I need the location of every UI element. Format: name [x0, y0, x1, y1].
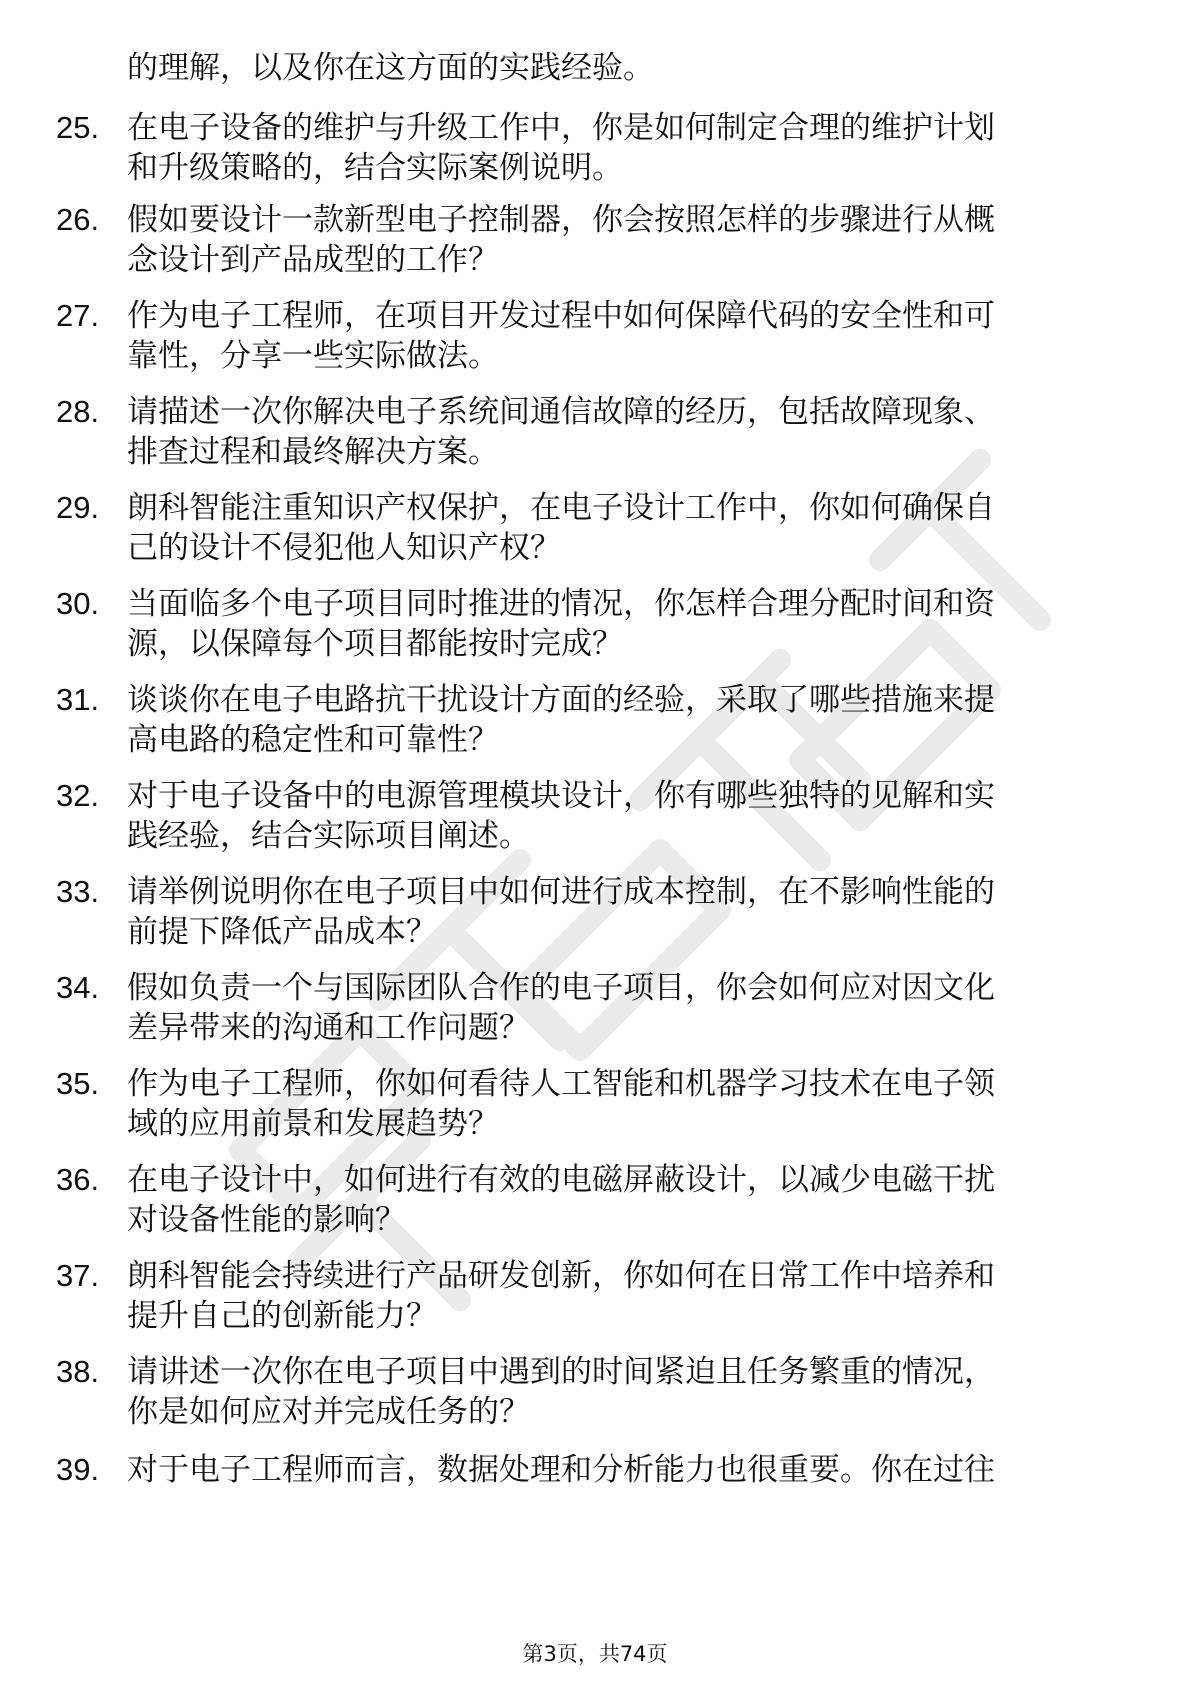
question-text-line1: 请举例说明你在电子项目中如何进行成本控制，在不影响性能的	[127, 874, 995, 910]
question-number: 26.	[56, 202, 100, 237]
question-number: 29.	[56, 490, 100, 525]
question-number: 30.	[56, 586, 100, 621]
question-text-line2: 源，以保障每个项目都能按时完成？	[127, 626, 623, 662]
question-text-line1: 请讲述一次你在电子项目中遇到的时间紧迫且任务繁重的情况，	[127, 1354, 995, 1390]
question-text-line1: 谈谈你在电子电路抗干扰设计方面的经验，采取了哪些措施来提	[127, 682, 995, 718]
question-text-line2: 己的设计不侵犯他人知识产权？	[127, 530, 561, 566]
question-text-line2: 和升级策略的，结合实际案例说明。	[127, 150, 623, 186]
question-text-line2: 对设备性能的影响？	[127, 1202, 406, 1238]
question-number: 39.	[56, 1452, 100, 1487]
question-number: 25.	[56, 110, 100, 145]
continuation-line: 的理解，以及你在这方面的实践经验。	[127, 50, 654, 86]
question-number: 32.	[56, 778, 100, 813]
question-text-line2: 排查过程和最终解决方案。	[127, 434, 499, 470]
question-text-line2: 念设计到产品成型的工作？	[127, 242, 499, 278]
question-number: 31.	[56, 682, 100, 717]
question-text-line1: 作为电子工程师，你如何看待人工智能和机器学习技术在电子领	[127, 1066, 995, 1102]
question-text-line1: 作为电子工程师，在项目开发过程中如何保障代码的安全性和可	[127, 298, 995, 334]
question-text-line2: 域的应用前景和发展趋势？	[127, 1106, 499, 1142]
question-text-line1: 在电子设备的维护与升级工作中，你是如何制定合理的维护计划	[127, 110, 995, 146]
question-text-line1: 朗科智能会持续进行产品研发创新，你如何在日常工作中培养和	[127, 1258, 995, 1294]
question-number: 33.	[56, 874, 100, 909]
question-text-line1: 请描述一次你解决电子系统间通信故障的经历，包括故障现象、	[127, 394, 995, 430]
question-number: 36.	[56, 1162, 100, 1197]
question-text-line1: 在电子设计中，如何进行有效的电磁屏蔽设计，以减少电磁干扰	[127, 1162, 995, 1198]
question-text-line2: 提升自己的创新能力？	[127, 1298, 437, 1334]
question-number: 38.	[56, 1354, 100, 1389]
question-number: 35.	[56, 1066, 100, 1101]
page-number-footer: 第3页，共74页	[522, 1642, 668, 1666]
question-text-line2: 你是如何应对并完成任务的？	[127, 1394, 530, 1430]
question-number: 28.	[56, 394, 100, 429]
question-text-line1: 朗科智能注重知识产权保护，在电子设计工作中，你如何确保自	[127, 490, 995, 526]
question-number: 34.	[56, 970, 100, 1005]
question-text-line1: 假如要设计一款新型电子控制器，你会按照怎样的步骤进行从概	[127, 202, 995, 238]
question-number: 27.	[56, 298, 100, 333]
question-text-line2: 践经验，结合实际项目阐述。	[127, 818, 530, 854]
question-text-line2: 靠性，分享一些实际做法。	[127, 338, 499, 374]
question-text-line2: 差异带来的沟通和工作问题？	[127, 1010, 530, 1046]
question-number: 37.	[56, 1258, 100, 1293]
question-text-line2: 高电路的稳定性和可靠性？	[127, 722, 499, 758]
question-text-line2: 前提下降低产品成本？	[127, 914, 437, 950]
question-text-line1: 假如负责一个与国际团队合作的电子项目，你会如何应对因文化	[127, 970, 995, 1006]
question-text-line1: 对于电子设备中的电源管理模块设计，你有哪些独特的见解和实	[127, 778, 995, 814]
question-text-line1: 当面临多个电子项目同时推进的情况，你怎样合理分配时间和资	[127, 586, 995, 622]
question-text-line1: 对于电子工程师而言，数据处理和分析能力也很重要。你在过往	[127, 1452, 995, 1488]
